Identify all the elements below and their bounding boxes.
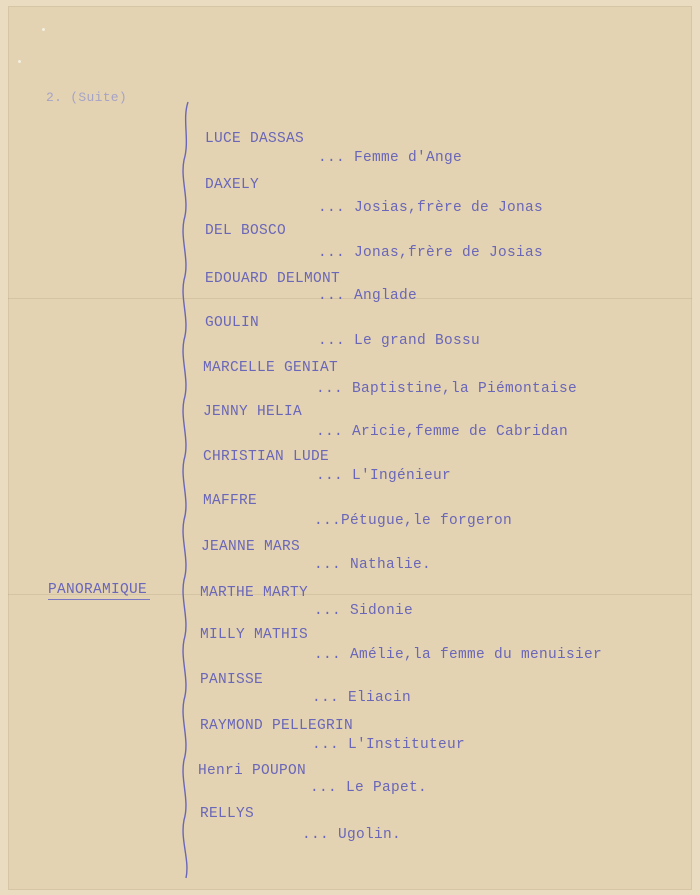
actor-name: DAXELY: [205, 177, 260, 193]
role-name: ... L'Instituteur: [312, 737, 466, 753]
role-name: ... Nathalie.: [314, 557, 432, 573]
role-name: ... Anglade: [318, 288, 418, 304]
actor-name: Henri POUPON: [198, 763, 307, 779]
actor-name: MILLY MATHIS: [200, 627, 309, 643]
role-name: ... Le grand Bossu: [318, 333, 481, 349]
faded-header: 2. (Suite): [46, 90, 128, 105]
group-label: PANORAMIQUE: [48, 582, 148, 598]
actor-name: CHRISTIAN LUDE: [203, 449, 330, 465]
actor-name: RAYMOND PELLEGRIN: [200, 718, 354, 734]
actor-name: MARTHE MARTY: [200, 585, 309, 601]
role-name: ... Jonas,frère de Josias: [318, 245, 544, 261]
role-name: ... Le Papet.: [310, 780, 428, 796]
actor-name: MARCELLE GENIAT: [203, 360, 339, 376]
role-name: ... Aricie,femme de Cabridan: [316, 424, 569, 440]
role-name: ... Femme d'Ange: [318, 150, 463, 166]
role-name: ... L'Ingénieur: [316, 468, 452, 484]
role-name: ... Eliacin: [312, 690, 412, 706]
actor-name: PANISSE: [200, 672, 264, 688]
actor-name: EDOUARD DELMONT: [205, 271, 341, 287]
role-name: ... Josias,frère de Jonas: [318, 200, 544, 216]
actor-name: JENNY HELIA: [203, 404, 303, 420]
role-name: ... Amélie,la femme du menuisier: [314, 647, 603, 663]
actor-name: RELLYS: [200, 806, 255, 822]
role-name: ... Sidonie: [314, 603, 414, 619]
actor-name: GOULIN: [205, 315, 260, 331]
role-name: ... Baptistine,la Piémontaise: [316, 381, 578, 397]
role-name: ...Pétugue,le forgeron: [314, 513, 513, 529]
role-name: ... Ugolin.: [302, 827, 402, 843]
actor-name: MAFFRE: [203, 493, 258, 509]
actor-name: DEL BOSCO: [205, 223, 287, 239]
actor-name: LUCE DASSAS: [205, 131, 305, 147]
actor-name: JEANNE MARS: [201, 539, 301, 555]
